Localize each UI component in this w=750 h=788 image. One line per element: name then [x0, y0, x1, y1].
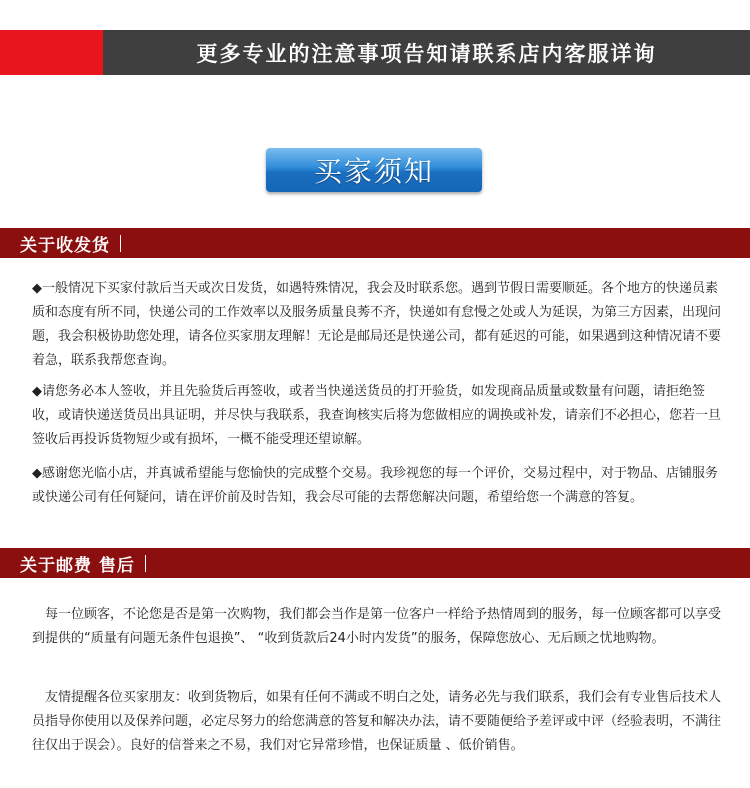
title-divider [145, 555, 146, 572]
shipping-paragraph: ◆请您务必本人签收，并且先验货后再签收，或者当快递送货员的打开验货，如发现商品质量或数量有问题，请拒绝签收，或请快递送货员出具证明，并尽快与我联系，我查询核实后将为您做相应的调换或补发，请亲们不必担心，您若一旦签收后再投诉货物短少或有损坏，一概不能受理还望谅解。 [32, 384, 722, 447]
section-header-shipping [0, 228, 750, 258]
shipping-paragraph: ◆一般情况下买家付款后当天或次日发货，如遇特殊情况，我会及时联系您。遇到节假日需要顺延。各个地方的快递员素质和态度有所不同，快递公司的工作效率以及服务质量良莠不齐，快递如有怠慢之处或人为延误，为第三方因素，出现问题，我会积极协助您处理，请各位买家朋友理解！无论是邮局还是快递公司，都有延迟的可能，如果遇到这种情况请不要着急，联系我帮您查询。 [32, 281, 722, 368]
top-banner [0, 30, 750, 75]
title-divider [120, 235, 121, 252]
postage-paragraph: 每一位顾客，不论您是否是第一次购物，我们都会当作是第一位客户一样给予热情周到的服务，每一位顾客都可以享受到提供的“质量有问题无条件包退换”、 “收到货款后24小时内发货”的服务，保障您放心、无后顾之忧地购物。 [32, 607, 722, 646]
banner-text: 更多专业的注意事项告知请联系店内客服详询 [103, 30, 750, 75]
banner-red-accent [0, 30, 103, 75]
section-title-postage: 关于邮费 售后 [20, 555, 135, 576]
buyer-notice-button: 买家须知 [266, 148, 482, 192]
shipping-paragraph: ◆感谢您光临小店，并真诚希望能与您愉快的完成整个交易。我珍视您的每一个评价，交易过程中，对于物品、店铺服务或快递公司有任何疑问，请在评价前及时告知，我会尽可能的去帮您解决问题，希望给您一个满意的答复。 [32, 466, 718, 505]
section-title-shipping: 关于收发货 [20, 235, 110, 256]
section-header-postage [0, 548, 750, 578]
postage-paragraph: 友情提醒各位买家朋友：收到货物后，如果有任何不满或不明白之处，请务必先与我们联系，我们会有专业售后技术人员指导你使用以及保养问题，必定尽努力的给您满意的答复和解决办法，请不要随便给予差评或中评（经验表明，不满往往仅出于误会）。良好的信誉来之不易，我们对它异常珍惜，也保证质量 、低价销售。 [32, 690, 722, 753]
